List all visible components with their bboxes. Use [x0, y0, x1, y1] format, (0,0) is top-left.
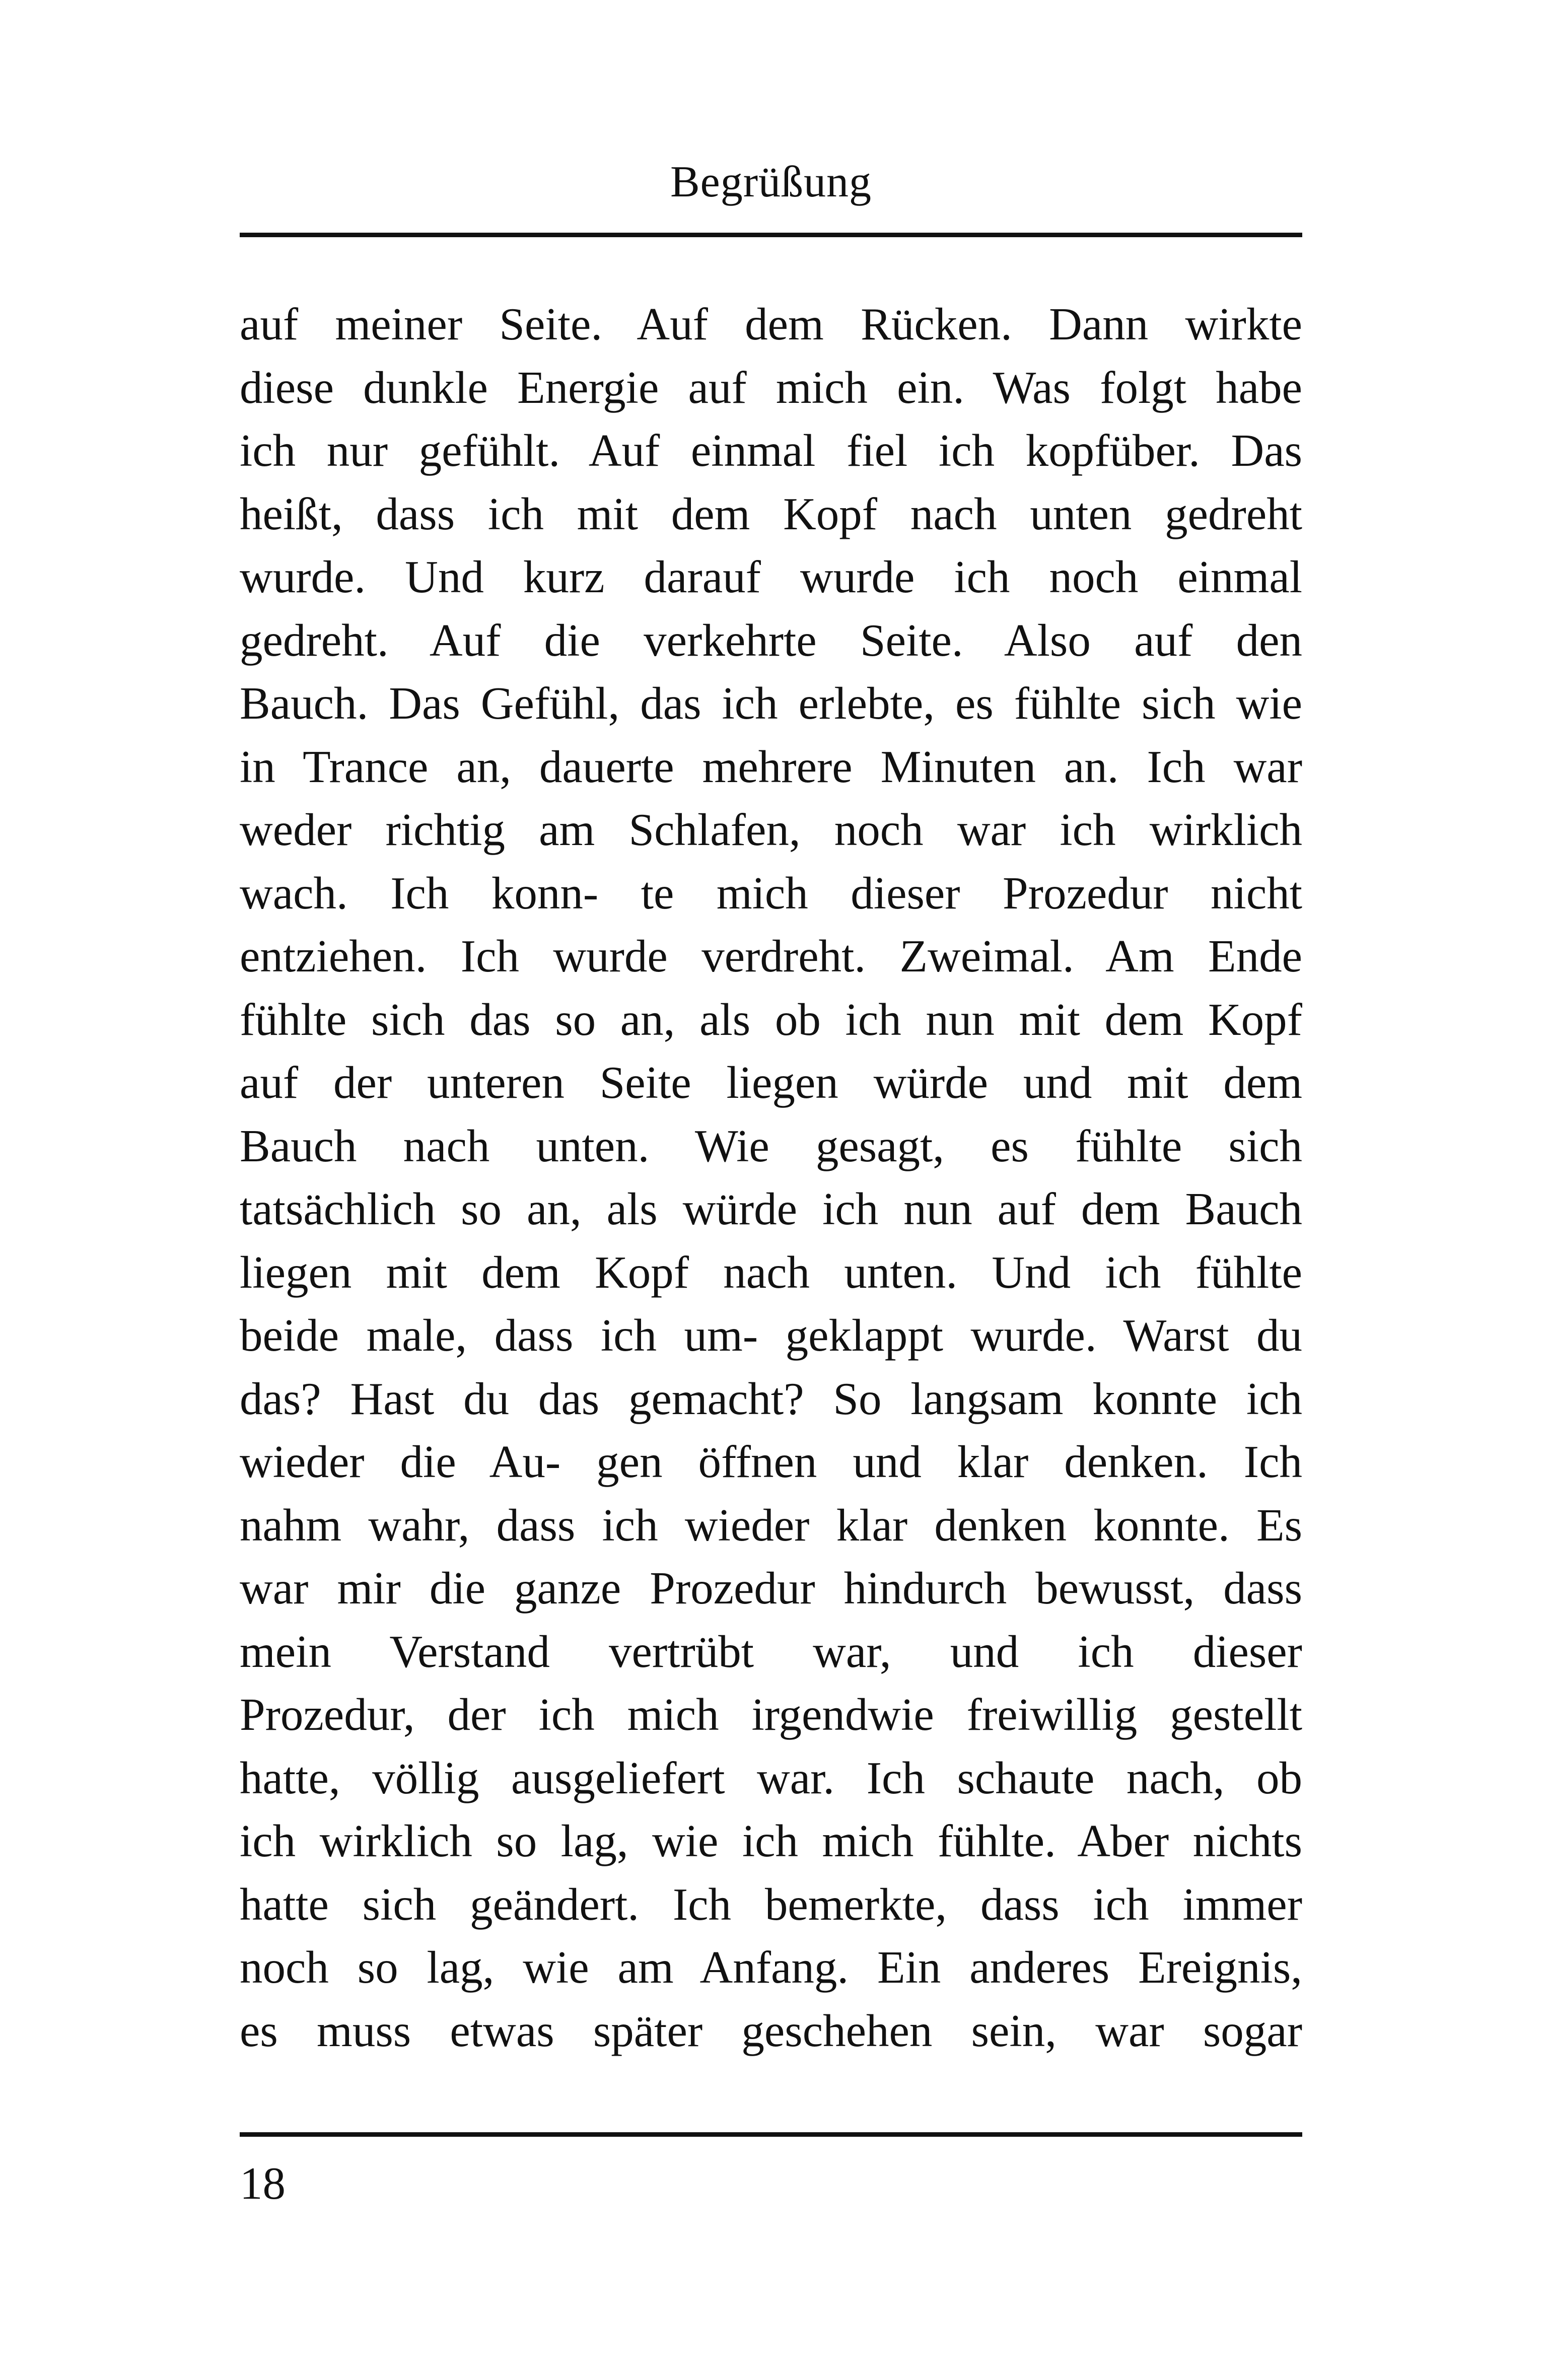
page-number: 18 — [240, 2158, 286, 2209]
text-line-21: war mir die ganze Prozedur hindurch bewusst, dass — [240, 1565, 1302, 1614]
text-line-16: liegen mit dem Kopf nach unten. Und ich fühlte — [240, 1249, 1302, 1298]
text-line-28: es muss etwas später geschehen sein, war sogar — [240, 2007, 1302, 2056]
text-line-14: Bauch nach unten. Wie gesagt, es fühlte sich — [240, 1123, 1302, 1171]
body-text — [240, 301, 1302, 2071]
text-line-18: das? Hast du das gemacht? So langsam konnte ich — [240, 1375, 1302, 1424]
text-line-5: wurde. Und kurz darauf wurde ich noch einmal — [240, 554, 1302, 602]
running-header-title: Begrüßung — [670, 158, 872, 206]
text-line-10: wach. Ich konn- te mich dieser Prozedur nicht — [240, 870, 1302, 919]
text-line-4: heißt, dass ich mit dem Kopf nach unten gedreht — [240, 491, 1302, 539]
text-line-9: weder richtig am Schlafen, noch war ich wirklich — [240, 807, 1302, 855]
footer-rule — [240, 2132, 1302, 2137]
text-line-15: tatsächlich so an, als würde ich nun auf dem Bauch — [240, 1186, 1302, 1234]
text-line-6: gedreht. Auf die verkehrte Seite. Also auf den — [240, 617, 1302, 666]
text-line-20: nahm wahr, dass ich wieder klar denken konnte. Es — [240, 1502, 1302, 1551]
text-line-3: ich nur gefühlt. Auf einmal fiel ich kopfüber. Das — [240, 428, 1302, 476]
text-line-2: diese dunkle Energie auf mich ein. Was folgt habe — [240, 364, 1302, 413]
text-line-22: mein Verstand vertrübt war, und ich dieser — [240, 1628, 1302, 1677]
text-line-26: hatte sich geändert. Ich bemerkte, dass ich immer — [240, 1881, 1302, 1930]
text-line-7: Bauch. Das Gefühl, das ich erlebte, es fühlte sich wie — [240, 680, 1302, 729]
text-line-13: auf der unteren Seite liegen würde und mit dem — [240, 1060, 1302, 1108]
text-line-1: auf meiner Seite. Auf dem Rücken. Dann wirkte — [240, 301, 1302, 349]
text-line-11: entziehen. Ich wurde verdreht. Zweimal. Am Ende — [240, 933, 1302, 982]
text-line-23: Prozedur, der ich mich irgendwie freiwillig gestellt — [240, 1692, 1302, 1740]
text-line-19: wieder die Au- gen öffnen und klar denken. Ich — [240, 1439, 1302, 1487]
text-line-8: in Trance an, dauerte mehrere Minuten an. Ich war — [240, 743, 1302, 792]
text-line-12: fühlte sich das so an, als ob ich nun mit dem Kopf — [240, 996, 1302, 1045]
text-line-17: beide male, dass ich um- geklappt wurde. Warst du — [240, 1312, 1302, 1361]
text-line-24: hatte, völlig ausgeliefert war. Ich schaute nach, ob — [240, 1755, 1302, 1803]
text-line-25: ich wirklich so lag, wie ich mich fühlte. Aber nichts — [240, 1818, 1302, 1866]
header-rule — [240, 233, 1302, 237]
text-line-27: noch so lag, wie am Anfang. Ein anderes Ereignis, — [240, 1944, 1302, 1993]
